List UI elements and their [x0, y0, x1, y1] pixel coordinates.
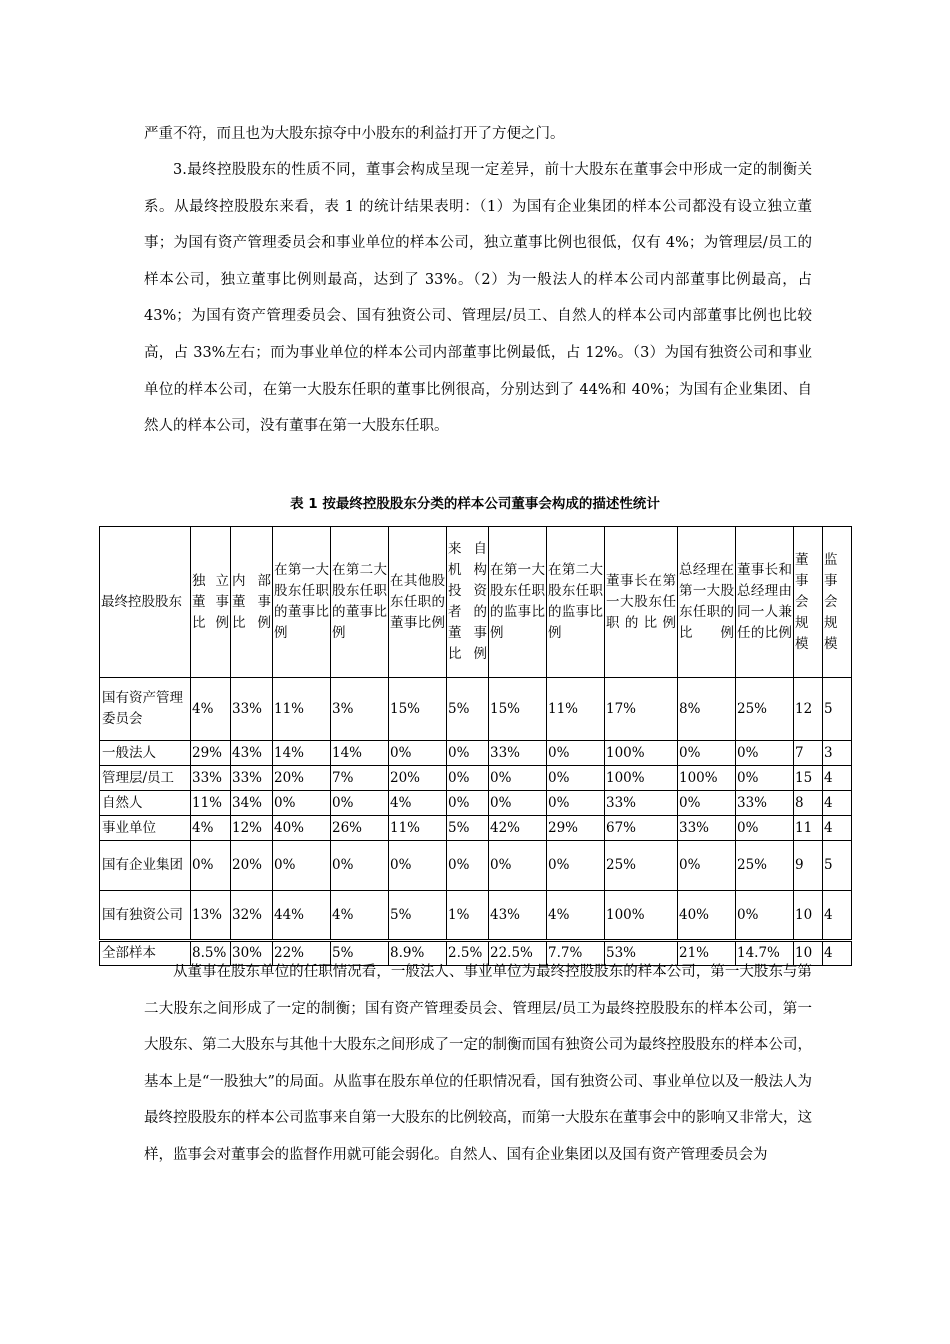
table-cell: 40%	[678, 891, 736, 941]
table-cell: 4	[823, 766, 852, 791]
column-header: 在第一大股东任职的董事比例	[273, 527, 331, 678]
table-cell: 13%	[191, 891, 231, 941]
table-cell: 21%	[678, 941, 736, 966]
table-cell: 100%	[605, 891, 678, 941]
table-cell: 5%	[447, 816, 489, 841]
table-cell: 10	[794, 941, 823, 966]
table-cell: 0%	[331, 791, 389, 816]
table-cell: 0%	[736, 766, 794, 791]
column-header: 董事长在第一大股东任职的比例	[605, 527, 678, 678]
table-cell: 29%	[191, 741, 231, 766]
row-label-cell: 自然人	[100, 791, 191, 816]
table-cell: 25%	[736, 841, 794, 891]
table-cell: 8.9%	[389, 941, 447, 966]
table-cell: 0%	[447, 791, 489, 816]
table-cell: 4%	[547, 891, 605, 941]
table-cell: 5%	[389, 891, 447, 941]
table-cell: 20%	[273, 766, 331, 791]
table-cell: 5	[823, 678, 852, 741]
table-cell: 12	[794, 678, 823, 741]
table-cell: 100%	[605, 741, 678, 766]
table-cell: 0%	[736, 816, 794, 841]
table-cell: 4	[823, 891, 852, 941]
table-cell: 7.7%	[547, 941, 605, 966]
table-cell: 100%	[678, 766, 736, 791]
table-cell: 29%	[547, 816, 605, 841]
table-cell: 4	[823, 941, 852, 966]
table-cell: 53%	[605, 941, 678, 966]
table-cell: 11	[794, 816, 823, 841]
row-label-cell: 国有资产管理委员会	[100, 678, 191, 741]
table-cell: 4%	[389, 791, 447, 816]
table-cell: 3%	[331, 678, 389, 741]
table-cell: 5%	[331, 941, 389, 966]
column-header: 最终控股股东	[100, 527, 191, 678]
table-row	[100, 741, 852, 766]
table-cell: 30%	[231, 941, 273, 966]
column-header: 总经理在第一大股东任职的比例	[678, 527, 736, 678]
row-label-cell: 一般法人	[100, 741, 191, 766]
table-cell: 0%	[678, 841, 736, 891]
row-label-cell: 国有独资公司	[100, 891, 191, 941]
table-cell: 0%	[191, 841, 231, 891]
table-cell: 33%	[736, 791, 794, 816]
table-cell: 33%	[605, 791, 678, 816]
table-cell: 5%	[447, 678, 489, 741]
statistics-table	[99, 526, 852, 966]
table-row	[100, 816, 852, 841]
paragraph-intro: 严重不符，而且也为大股东掠夺中小股东的利益打开了方便之门。	[144, 126, 565, 142]
table-cell: 0%	[331, 841, 389, 891]
table-cell: 22%	[273, 941, 331, 966]
table-row	[100, 766, 852, 791]
table-cell: 1%	[447, 891, 489, 941]
row-label-cell: 国有企业集团	[100, 841, 191, 891]
table-cell: 4	[823, 816, 852, 841]
table-header-row	[100, 527, 852, 678]
table-cell: 12%	[231, 816, 273, 841]
table-cell: 0%	[547, 841, 605, 891]
table-cell: 100%	[605, 766, 678, 791]
table-cell: 10	[794, 891, 823, 941]
column-header: 在第一大股东任职的监事比例	[489, 527, 547, 678]
table-cell: 15	[794, 766, 823, 791]
table-cell: 33%	[678, 816, 736, 841]
table-body	[100, 678, 852, 966]
table-cell: 0%	[678, 741, 736, 766]
table-cell: 17%	[605, 678, 678, 741]
table-cell: 15%	[489, 678, 547, 741]
row-label-cell: 管理层/员工	[100, 766, 191, 791]
table-cell: 32%	[231, 891, 273, 941]
table-cell: 0%	[389, 741, 447, 766]
table-cell: 7%	[331, 766, 389, 791]
table-cell: 0%	[447, 741, 489, 766]
table-cell: 43%	[231, 741, 273, 766]
table-cell: 11%	[273, 678, 331, 741]
table-cell: 0%	[273, 791, 331, 816]
table-row	[100, 791, 852, 816]
table-cell: 8%	[678, 678, 736, 741]
table-cell: 40%	[273, 816, 331, 841]
table-cell: 0%	[547, 741, 605, 766]
table-cell: 25%	[736, 678, 794, 741]
column-header: 内部董事比例	[231, 527, 273, 678]
column-header: 独立董事比例	[191, 527, 231, 678]
table-cell: 4%	[331, 891, 389, 941]
table-cell: 0%	[489, 766, 547, 791]
table-cell: 0%	[547, 791, 605, 816]
table-cell: 11%	[389, 816, 447, 841]
column-header: 在其他股东任职的董事比例	[389, 527, 447, 678]
table-cell: 8	[794, 791, 823, 816]
table-cell: 0%	[273, 841, 331, 891]
table-cell: 67%	[605, 816, 678, 841]
column-header: 董事会规模	[794, 527, 823, 678]
table-cell: 0%	[736, 891, 794, 941]
table-cell: 43%	[489, 891, 547, 941]
table-row	[100, 841, 852, 891]
table-cell: 42%	[489, 816, 547, 841]
table-cell: 14%	[273, 741, 331, 766]
table-cell: 11%	[191, 791, 231, 816]
table-cell: 11%	[547, 678, 605, 741]
table-cell: 0%	[489, 791, 547, 816]
table-row	[100, 891, 852, 941]
table-cell: 14.7%	[736, 941, 794, 966]
paragraph-discussion: 从董事在股东单位的任职情况看，一般法人、事业单位为最终控股股东的样本公司，第一大股东与第二大股东之间形成了一定的制衡；国有资产管理委员会、管理层/员工为最终控股股东的样本公司，第一大股东、第二大股东与其他十大股东之间形成了一定的制衡而国有独资公司为最终控股股东的样本公司，基本上是“一股独大”的局面。从监事在股东单位的任职情况看，国有独资公司、事业单位以及一般法人为最终控股股东的样本公司监事来自第一大股东的比例较高，而第一大股东在董事会中的影响又非常大，这样，监事会对董事会的监督作用就可能会弱化。自然人、国有企业集团以及国有资产管理委员会为	[144, 964, 812, 1163]
paragraph-point-3: 3.最终控股股东的性质不同，董事会构成呈现一定差异，前十大股东在董事会中形成一定的制衡关系。从最终控股股东来看，表 1 的统计结果表明：（1）为国有企业集团的样本公司都没有设立独立董事；为国有资产管理委员会和事业单位的样本公司，独立董事比例也很低，仅有 4%；为管理层/员工的样本公司，独立董事比例则最高，达到了 33%。（2）为一般法人的样本公司内部董事比例最高，占 43%；为国有资产管理委员会、国有独资公司、管理层/员工、自然人的样本公司内部董事比例也比较高，占 33%左右；而为事业单位的样本公司内部董事比例最低，占 12%。（3）为国有独资公司和事业单位的样本公司，在第一大股东任职的董事比例很高，分别达到了 44%和 40%；为国有企业集团、自然人的样本公司，没有董事在第一大股东任职。	[144, 162, 812, 435]
row-label-cell: 事业单位	[100, 816, 191, 841]
table-cell: 25%	[605, 841, 678, 891]
table-cell: 3	[823, 741, 852, 766]
table-cell: 33%	[489, 741, 547, 766]
table-cell: 14%	[331, 741, 389, 766]
row-label-cell: 全部样本	[100, 941, 191, 966]
table-cell: 33%	[191, 766, 231, 791]
table-cell: 33%	[231, 678, 273, 741]
table-cell: 4	[823, 791, 852, 816]
table-cell: 0%	[678, 791, 736, 816]
table-cell: 0%	[447, 766, 489, 791]
table-cell: 20%	[389, 766, 447, 791]
column-header: 监事会规模	[823, 527, 852, 678]
table-cell: 7	[794, 741, 823, 766]
table-cell: 2.5%	[447, 941, 489, 966]
column-header: 董事长和总经理由同一人兼任的比例	[736, 527, 794, 678]
table-cell: 0%	[489, 841, 547, 891]
table-cell: 15%	[389, 678, 447, 741]
table-cell: 44%	[273, 891, 331, 941]
table-cell: 9	[794, 841, 823, 891]
table-cell: 4%	[191, 816, 231, 841]
table-cell: 5	[823, 841, 852, 891]
table-cell: 34%	[231, 791, 273, 816]
table-cell: 26%	[331, 816, 389, 841]
table-cell: 4%	[191, 678, 231, 741]
table-cell: 8.5%	[191, 941, 231, 966]
column-header: 来自机构投资者的董事比例	[447, 527, 489, 678]
table-row	[100, 678, 852, 741]
column-header: 在第二大股东任职的董事比例	[331, 527, 389, 678]
table-cell: 22.5%	[489, 941, 547, 966]
table-cell: 0%	[736, 741, 794, 766]
table-cell: 33%	[231, 766, 273, 791]
column-header: 在第二大股东任职的监事比例	[547, 527, 605, 678]
table-cell: 20%	[231, 841, 273, 891]
table-cell: 0%	[389, 841, 447, 891]
table-cell: 0%	[547, 766, 605, 791]
table-cell: 0%	[447, 841, 489, 891]
table-caption: 表 1 按最终控股股东分类的样本公司董事会构成的描述性统计	[290, 496, 660, 512]
